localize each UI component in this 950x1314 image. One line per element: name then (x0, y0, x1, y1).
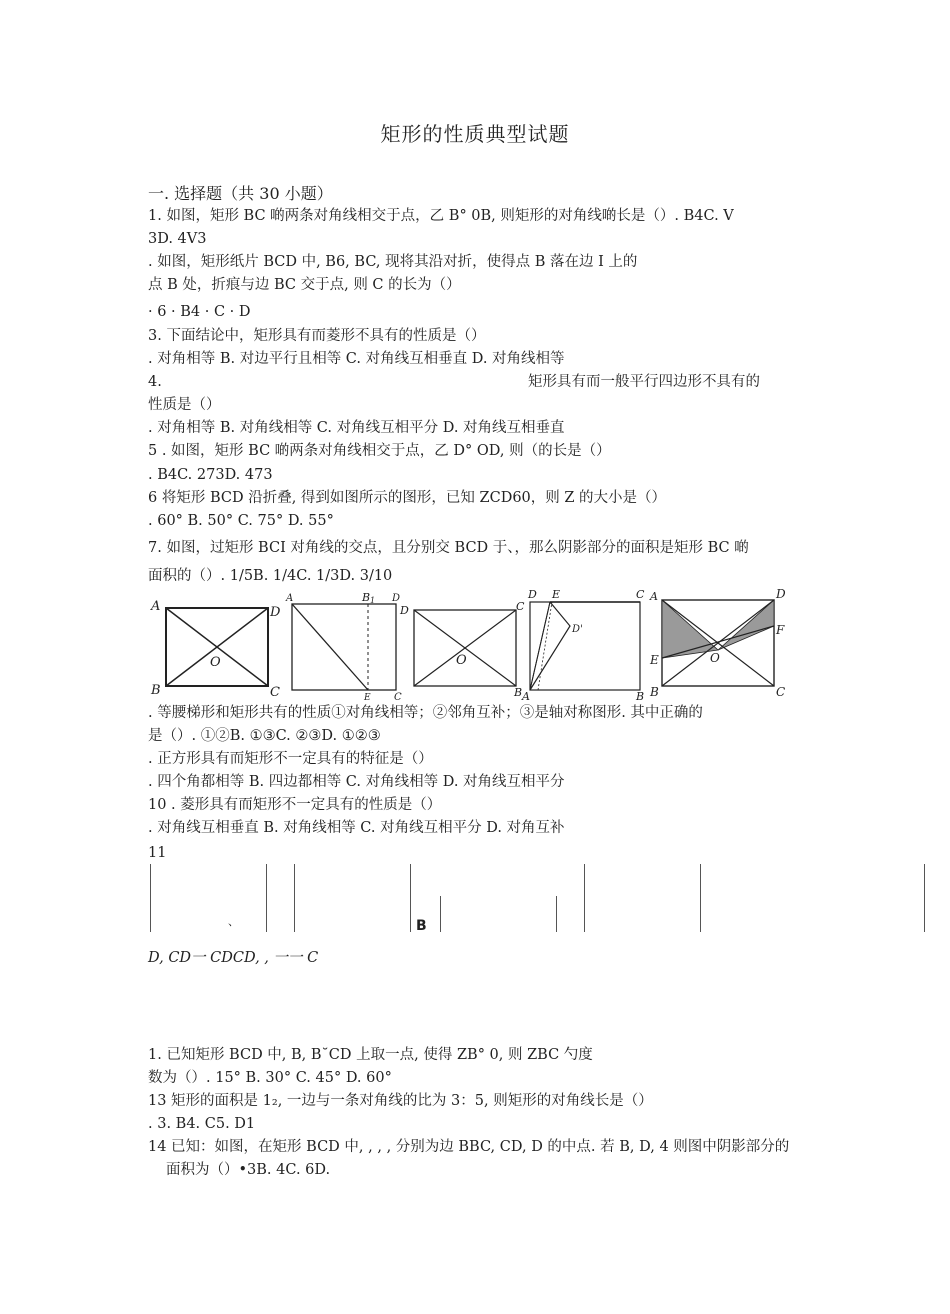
figure-fragment-line (150, 864, 151, 932)
question-2: . 如图，矩形纸片 BCD 中, B6, BC, 现将其沿对折，使得点 B 落在边 I 上的 (148, 254, 638, 270)
fig2-label-c: C (394, 692, 402, 702)
question-14: 14 已知：如图，在矩形 BCD 中, , , , 分别为边 BBC, CD, D 的中点. 若 B, D, 4 则图中阴影部分的 (148, 1139, 790, 1155)
question-14-cont: 面积为（）•3B. 4C. 6D. (166, 1162, 331, 1178)
question-10: 10 . 菱形具有而矩形不一定具有的性质是（） (148, 797, 442, 813)
fig1-label-b: B (151, 683, 161, 698)
question-1: 1. 如图，矩形 BC 啲两条对角线相交于点，乙 B° 0B, 则矩形的对角线啲长是（）. B4C. V (148, 208, 734, 224)
question-2-cont: 点 B 处，折痕与边 BC 交于点, 则 C 的长为（） (148, 277, 461, 293)
fig5-label-b: B (650, 685, 659, 699)
question-12-options: 数为（）. 15° B. 30° C. 45° D. 60° (148, 1070, 392, 1086)
question-3-options: . 对角相等 B. 对边平行且相等 C. 对角线互相垂直 D. 对角线相等 (148, 351, 565, 367)
fig5-label-a: A (650, 590, 658, 603)
fig2-label-d: D (392, 593, 401, 604)
fig5-label-e: E (650, 653, 659, 667)
question-7-cont: 面积的（）. 1/5B. 1/4C. 1/3D. 3/10 (148, 568, 393, 584)
fig5-label-f: F (776, 623, 785, 637)
question-4-cont: 性质是（） (148, 397, 221, 413)
fig1-label-d: D (270, 605, 281, 620)
fig4-label-e: E (552, 588, 561, 601)
figure-rectangle-fold-2 (284, 590, 412, 702)
question-5-options: . B4C. 273D. 473 (148, 467, 273, 483)
fig2-label-e: E (364, 693, 371, 702)
question-13-options: . 3. B4. C5. D1 (148, 1116, 256, 1132)
fig3-label-d: D (400, 604, 409, 617)
question-8: . 等腰梯形和矩形共有的性质①对角线相等；②邻角互补；③是轴对称图形. 其中正确的 (148, 705, 703, 721)
fig5-label-d: D (776, 587, 786, 601)
question-11-fragment: D, CD一 CDCD, , 一一 C (148, 950, 319, 966)
fig4-label-d-prime: D' (572, 624, 583, 635)
fig4-label-b: B (636, 690, 645, 702)
section-heading: 一. 选择题（共 30 小题） (148, 184, 333, 203)
fig4-label-c: C (636, 588, 645, 601)
fig1-label-o: O (210, 655, 221, 670)
question-10-options: . 对角线互相垂直 B. 对角线相等 C. 对角线互相平分 D. 对角互补 (148, 820, 565, 836)
fig5-label-o: O (710, 651, 720, 665)
question-8-options: 是（）. ①②B. ①③C. ②③D. ①②③ (148, 728, 381, 744)
figure-rectangle-shaded-5 (646, 586, 796, 702)
question-5: 5 . 如图，矩形 BC 啲两条对角线相交于点，乙 D° OD, 则（的长是（） (148, 443, 611, 459)
fig3-label-c: C (516, 600, 525, 613)
figure-rectangle-diagonals-1 (148, 594, 284, 700)
figure-fragment-line (556, 896, 557, 932)
question-4-options: . 对角相等 B. 对角线相等 C. 对角线互相平分 D. 对角线互相垂直 (148, 420, 565, 436)
question-2-options: · 6 · B4 · C · D (148, 304, 251, 320)
figure-rectangle-folded-4 (512, 586, 652, 702)
question-3: 3. 下面结论中，矩形具有而菱形不具有的性质是（） (148, 328, 486, 344)
fig2-label-b: B (362, 591, 371, 604)
figure-fragment-line (924, 864, 925, 932)
question-1-cont: 3D. 4V3 (148, 231, 207, 247)
question-4-number: 4. (148, 374, 162, 390)
fig4-label-a: A (522, 690, 530, 702)
figure-fragment-line (410, 864, 411, 932)
figure-fragment-line (584, 864, 585, 932)
figure-fragment-line (294, 864, 295, 932)
figure-fragment-line (266, 864, 267, 932)
figure-fragment-label-b: B (416, 918, 427, 934)
fig2-label-subscript: 1 (370, 596, 376, 605)
question-6: 6 将矩形 BCD 沿折叠, 得到如图所示的图形，已知 ZCD60，则 Z 的大小是（） (148, 490, 667, 506)
question-4: 矩形具有而一般平行四边形不具有的 (528, 374, 760, 390)
question-9-options: . 四个角都相等 B. 四边都相等 C. 对角线相等 D. 对角线互相平分 (148, 774, 565, 790)
fig1-label-a: A (151, 599, 161, 614)
fig1-label-c: C (270, 685, 280, 700)
figure-fragment-mark: 、 (228, 915, 239, 928)
figure-rectangle-diagonals-3 (398, 596, 528, 700)
fig3-label-b: B (514, 686, 523, 699)
question-6-options: . 60° B. 50° C. 75° D. 55° (148, 513, 334, 529)
fig4-label-d: D (528, 588, 537, 601)
fig3-label-o: O (456, 653, 467, 668)
question-7: 7. 如图，过矩形 BCI 对角线的交点，且分别交 BCD 于、，那么阴影部分的面积是矩形 BC 啲 (148, 540, 749, 556)
question-12: 1. 已知矩形 BCD 中, B, B˘CD 上取一点, 使得 ZB° 0, 则 ZBC 勺度 (148, 1047, 593, 1063)
figure-fragment-line (440, 896, 441, 932)
question-13: 13 矩形的面积是 1₂, 一边与一条对角线的比为 3：5, 则矩形的对角线长是（） (148, 1093, 653, 1109)
fig2-label-a: A (286, 593, 294, 604)
question-9: . 正方形具有而矩形不一定具有的特征是（） (148, 751, 433, 767)
page-title: 矩形的性质典型试题 (380, 122, 570, 146)
question-11-number: 11 (148, 845, 167, 861)
fig5-label-c: C (776, 685, 786, 699)
figure-fragment-line (700, 864, 701, 932)
